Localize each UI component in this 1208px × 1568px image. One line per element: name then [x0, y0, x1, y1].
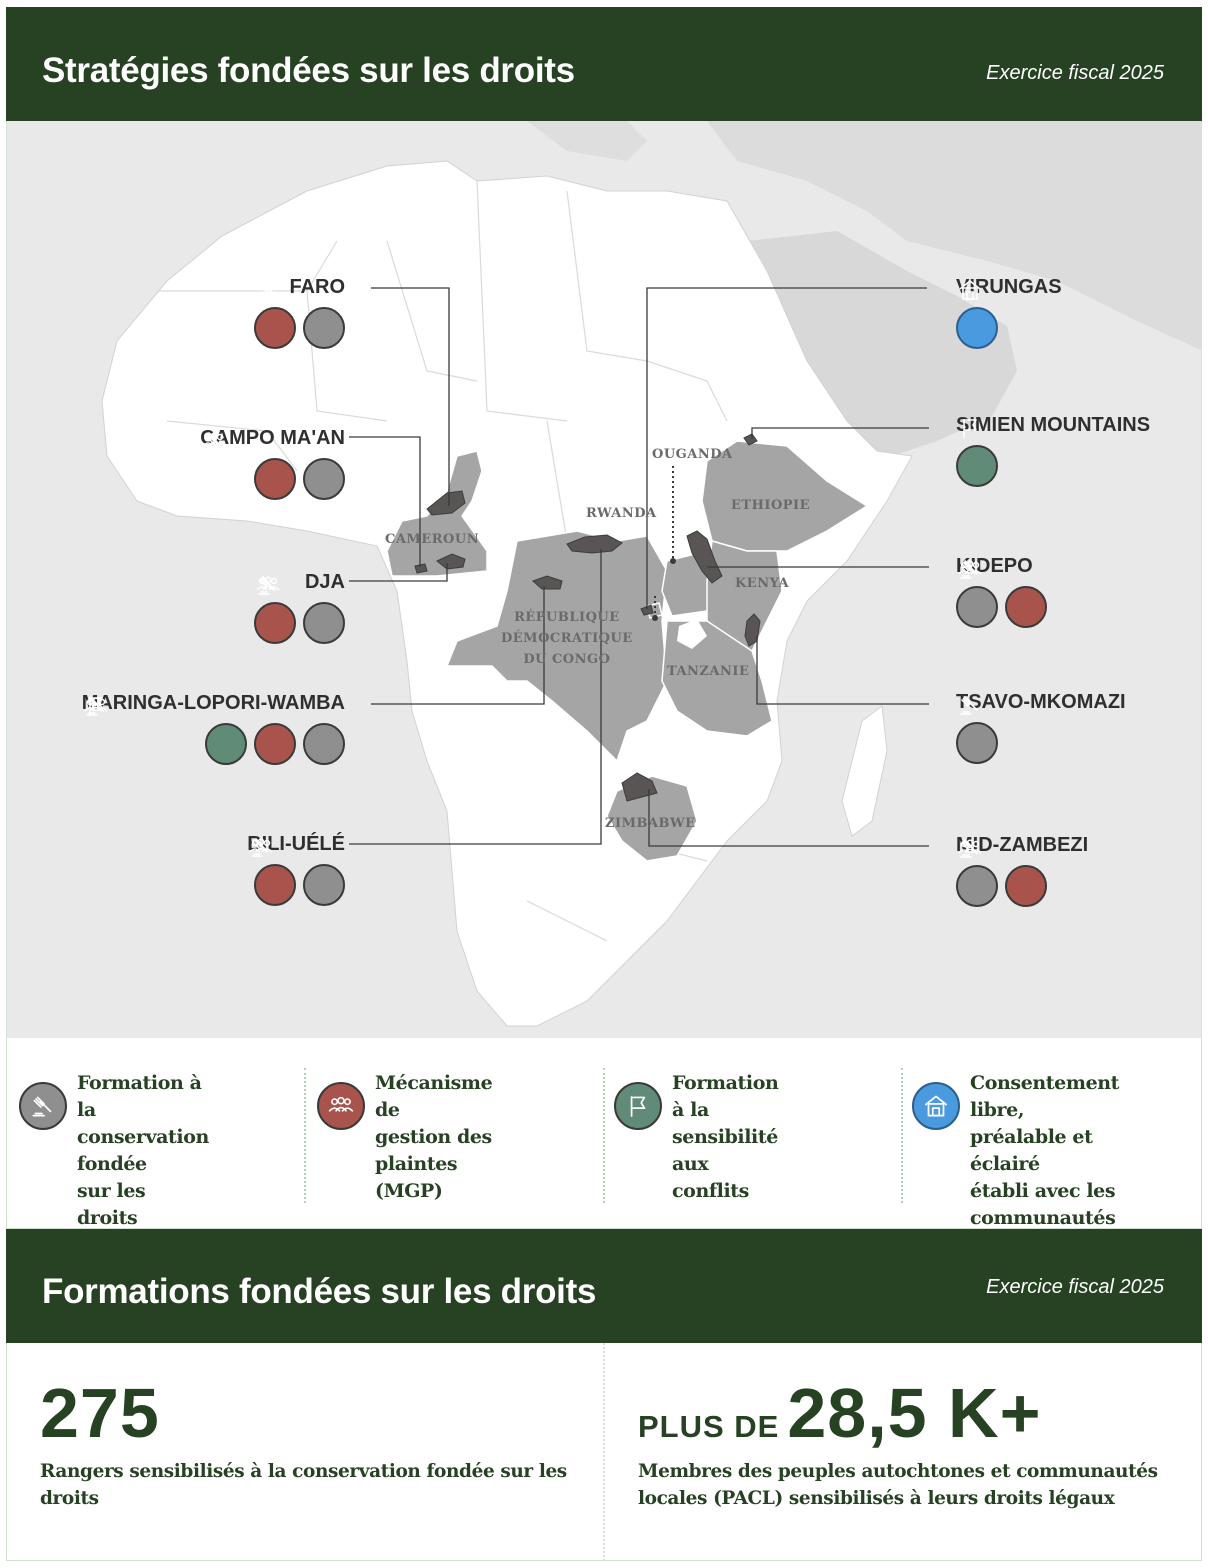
gavel-icon	[303, 458, 345, 500]
legend-label: Consentement libre, préalable et éclairé établi avec les communautés	[970, 1072, 1120, 1229]
gavel-icon	[303, 723, 345, 765]
flag-icon	[205, 723, 247, 765]
section2-banner	[6, 1229, 1202, 1343]
flag-icon	[614, 1082, 662, 1130]
label-ouganda: OUGANDA	[652, 447, 733, 462]
site-name: TSAVO-MKOMAZI	[956, 691, 1126, 713]
rwanda-dot	[652, 615, 658, 621]
map	[6, 121, 1202, 1038]
label-tanzanie: TANZANIE	[667, 664, 750, 679]
site-simien-mountains	[956, 414, 1150, 487]
mgp-icon	[254, 458, 296, 500]
site-tsavo-mkomazi	[956, 691, 1126, 764]
legend-divider	[603, 1068, 605, 1203]
mgp-icon	[254, 864, 296, 906]
legend-label: Formation à la conservation fondée sur les droits	[77, 1072, 209, 1229]
site-bili-uele	[247, 833, 345, 906]
label-cameroun: CAMEROUN	[385, 532, 480, 547]
site-name: CAMPO MA'AN	[200, 427, 345, 449]
mgp-icon	[254, 723, 296, 765]
stat-rangers-description: Rangers sensibilisés à la conservation fondée sur les droits	[40, 1461, 567, 1509]
site-name: MID-ZAMBEZI	[956, 834, 1089, 856]
site-name: DJA	[304, 571, 345, 593]
stat-communities-description: Membres des peuples autochtones et communautés locales (PACL) sensibilisés à leurs droits légaux	[638, 1461, 1158, 1509]
site-name: FARO	[289, 276, 345, 298]
stats-panel	[6, 1343, 1202, 1561]
label-zimbabwe: ZIMBABWE	[605, 816, 696, 831]
stat-value: 275	[40, 1374, 160, 1452]
label-kenya: KENYA	[735, 576, 790, 591]
fiscal-year-label: Exercice fiscal 2025	[986, 62, 1164, 84]
ouganda-dot	[670, 558, 676, 564]
legend-label: Mécanisme de gestion des plaintes (MGP)	[375, 1072, 493, 1202]
site-virungas	[956, 276, 1062, 349]
site-dja	[254, 571, 345, 644]
house-icon	[912, 1082, 960, 1130]
legend-divider	[901, 1068, 903, 1203]
label-rwanda: RWANDA	[586, 506, 657, 521]
header-banner	[6, 7, 1202, 121]
page-title: Stratégies fondées sur les droits	[42, 51, 575, 90]
gavel-icon	[956, 722, 998, 764]
site-name: VIRUNGAS	[956, 276, 1062, 298]
legend-divider	[304, 1068, 306, 1203]
house-icon	[956, 307, 998, 349]
stat-prefix: PLUS DE	[638, 1409, 780, 1444]
flag-icon	[956, 445, 998, 487]
gavel-icon	[956, 586, 998, 628]
gavel-icon	[956, 865, 998, 907]
site-shape-campo	[415, 564, 427, 573]
mgp-icon	[317, 1082, 365, 1130]
stats-divider	[603, 1343, 605, 1561]
site-mid-zambezi	[956, 834, 1088, 907]
gavel-icon	[19, 1082, 67, 1130]
gavel-icon	[303, 864, 345, 906]
site-name: KIDEPO	[956, 555, 1033, 577]
site-name: MARINGA-LOPORI-WAMBA	[81, 692, 345, 714]
site-name: SIMIEN MOUNTAINS	[956, 414, 1151, 436]
site-campo-maan	[200, 427, 345, 500]
label-ethiopie: ETHIOPIE	[731, 498, 811, 513]
legend-label: Formation à la sensibilité aux conflits	[672, 1072, 779, 1202]
section2-fiscal-year: Exercice fiscal 2025	[986, 1276, 1164, 1298]
gavel-icon	[303, 307, 345, 349]
mgp-icon	[254, 602, 296, 644]
site-name: BILI-UÉLÉ	[247, 833, 345, 855]
section2-title: Formations fondées sur les droits	[42, 1272, 597, 1311]
gavel-icon	[303, 602, 345, 644]
stat-rangers-value	[40, 1373, 160, 1453]
label-rdc: RÉPUBLIQUE DÉMOCRATIQUE DU CONGO	[501, 610, 633, 667]
stat-value: 28,5 K+	[787, 1374, 1042, 1452]
mgp-icon	[1005, 865, 1047, 907]
site-maringa-lopori-wamba	[82, 692, 345, 765]
site-faro	[254, 276, 345, 349]
stat-communities-value	[638, 1373, 1041, 1453]
site-kidepo	[956, 555, 1047, 628]
mgp-icon	[1005, 586, 1047, 628]
mgp-icon	[254, 307, 296, 349]
legend	[6, 1038, 1202, 1229]
